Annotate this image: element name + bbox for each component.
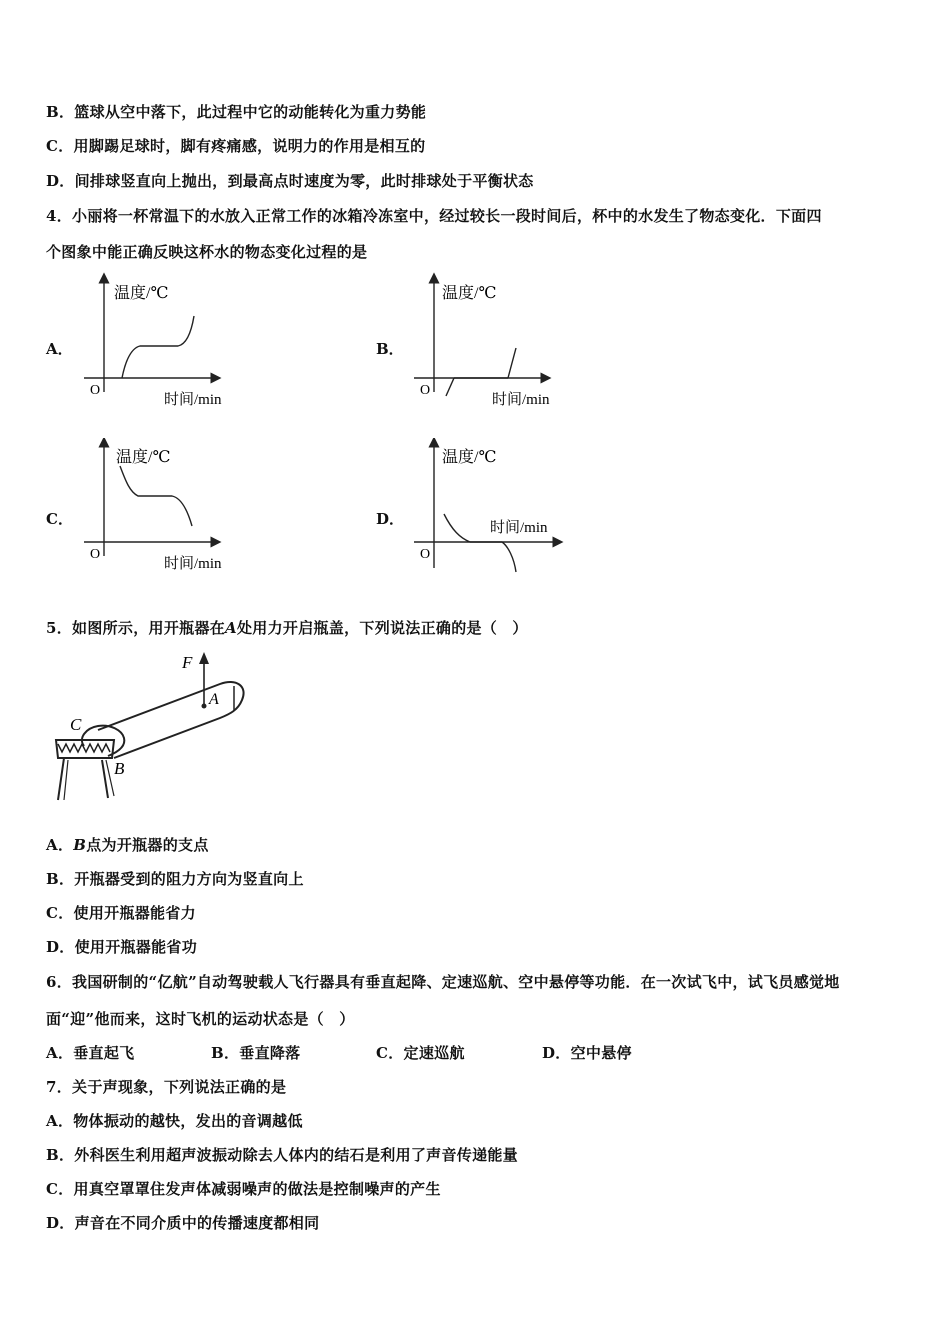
q3-option-d: D．间排球竖直向上抛出，到最高点时速度为零，此时排球处于平衡状态 [46,172,534,190]
q3-option-c: C．用脚踢足球时，脚有疼痛感，说明力的作用是相互的 [46,137,426,155]
q7-stem: 7．关于声现象，下列说法正确的是 [46,1078,287,1096]
q4-graph-c [80,438,250,578]
q6-option-b: B．垂直降落 [211,1044,301,1062]
x-label: 时间/min [490,520,548,536]
q5-bottle-opener-figure [44,648,254,808]
q5-option-a-point: B [73,836,87,854]
q3-option-b: B．篮球从空中落下，此过程中它的动能转化为重力势能 [46,103,427,121]
y-label: 温度/℃ [114,285,169,302]
q7-option-b: B．外科医生利用超声波振动除去人体内的结石是利用了声音传递能量 [46,1146,518,1164]
bottle-neck-left [58,758,64,800]
label-b: B [114,759,125,778]
q5-option-a-prefix: A． [46,836,74,854]
x-label: 时间/min [492,392,550,408]
q6-option-d: D．空中悬停 [542,1044,632,1062]
q5-option-c: C．使用开瓶器能省力 [46,904,196,922]
q7-option-c: C．用真空罩罩住发声体减弱噪声的做法是控制噪声的产生 [46,1180,441,1198]
q5-stem [46,617,528,638]
q4-label-d: D． [376,510,405,528]
point-a-dot [202,704,207,709]
q7-option-a: A．物体振动的越快，发出的音调越低 [46,1112,303,1130]
label-a: A [209,691,219,708]
y-label: 温度/℃ [442,285,497,302]
q5-stem-point: A [225,619,237,637]
x-label: 时间/min [164,392,222,408]
q6-options [46,1042,632,1063]
force-arrowhead [199,652,209,664]
q4-label-b: B． [376,340,404,358]
origin-label: O [420,547,431,562]
q6-stem-line2: 面“迎”他而来，这时飞机的运动状态是（ ） [46,1010,355,1028]
q4-label-c: C． [46,510,73,528]
bottle-neck-left-inner [64,760,68,800]
q7-option-d: D．声音在不同介质中的传播速度都相同 [46,1214,320,1232]
q4-stem-line1: 4．小丽将一杯常温下的水放入正常工作的冰箱冷冻室中，经过较长一段时间后，杯中的水发生了物态变化．下面四 [46,207,822,225]
origin-label: O [90,547,101,562]
opener-handle [98,682,244,758]
q4-label-a: A． [46,340,73,358]
q4-graph-d [410,438,580,578]
origin-label: O [90,383,101,398]
label-c: C [70,715,82,734]
q4-graph-a [80,272,250,412]
curve-upper [508,348,516,378]
label-f: F [182,653,193,672]
curve [122,316,194,378]
q5-stem-prefix: 5．如图所示，用开瓶器在 [46,619,226,637]
q5-option-a [46,834,209,855]
q6-option-a: A．垂直起飞 [46,1044,135,1062]
y-label: 温度/℃ [116,449,171,466]
q5-option-b: B．开瓶器受到的阻力方向为竖直向上 [46,870,304,888]
y-label: 温度/℃ [442,449,497,466]
curve [120,466,192,526]
q6-option-c: C．定速巡航 [376,1044,465,1062]
curve-lower [446,378,454,396]
q5-stem-suffix: 处用力开启瓶盖，下列说法正确的是（ ） [237,619,528,637]
q4-graph-b [410,272,580,412]
origin-label: O [420,383,431,398]
q5-option-a-suffix: 点为开瓶器的支点 [86,836,209,854]
q6-stem-line1: 6．我国研制的“亿航”自动驾驶载人飞行器具有垂直起降、定速巡航、空中悬停等功能．在一次试飞中，试飞员感觉地 [46,973,840,991]
x-label: 时间/min [164,556,222,572]
q4-stem-line2: 个图象中能正确反映这杯水的物态变化过程的是 [46,243,368,261]
q5-option-d: D．使用开瓶器能省功 [46,938,198,956]
